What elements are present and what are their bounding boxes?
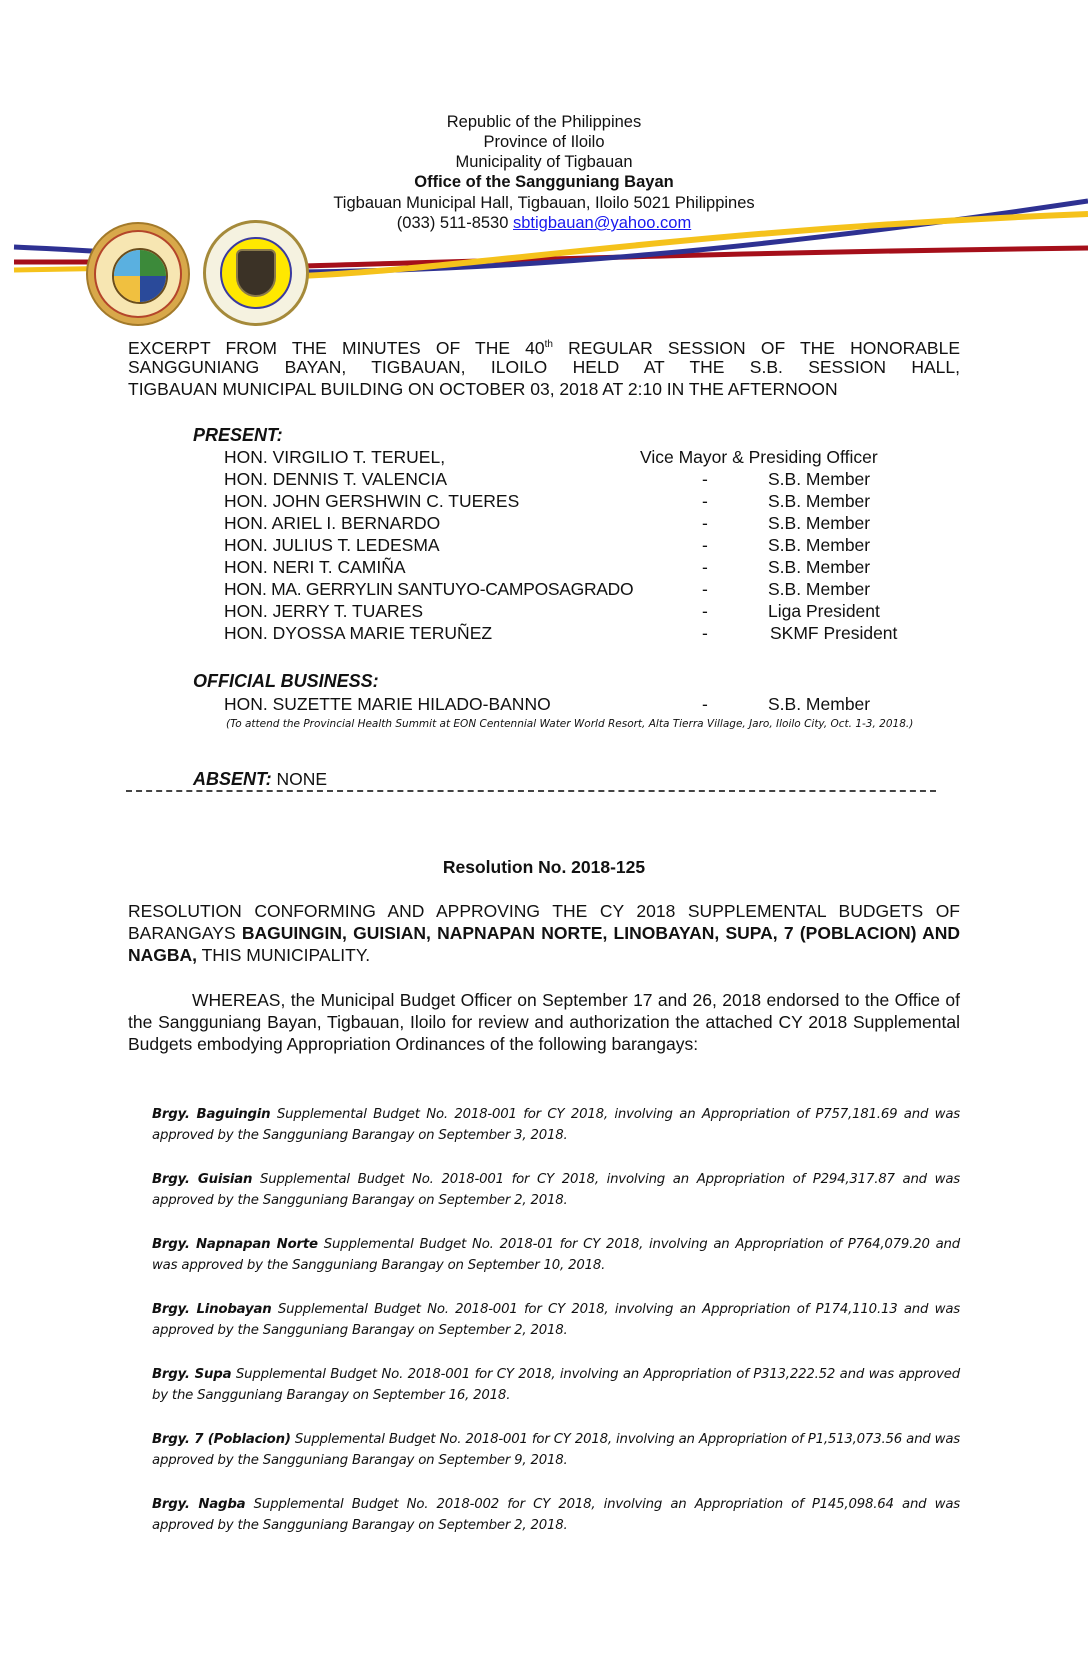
absent-value: NONE [271,769,328,789]
member-row [224,512,944,534]
member-row [224,490,944,512]
member-name: HON. ARIEL I. BERNARDO [224,513,441,533]
member-row [224,468,944,490]
member-position: S.B. Member [768,694,871,714]
barangay-name: Brgy. Guisian [152,1172,253,1187]
absent-label: ABSENT: [193,769,272,789]
member-position: S.B. Member [768,491,871,511]
barangay-name: Brgy. 7 (Poblacion) [152,1432,291,1447]
letterhead-province: Province of Iloilo [483,133,605,151]
resolution-title-barangays: BAGUINGIN, GUISIAN, NAPNAPAN NORTE, LINOBAYAN, SUPA, 7 (POBLACION) AND NAGBA, [128,923,960,965]
excerpt-line-3: TIGBAUAN MUNICIPAL BUILDING ON OCTOBER 03, 2018 AT 2:10 IN THE AFTERNOON [128,379,838,399]
list-item: Brgy. Linobayan Supplemental Budget No. 2018-001 for CY 2018, involving an Appropriation of P174,110.13 and was approved by the Sangguniang Barangay on September 2, 2018. [152,1302,960,1338]
resolution-title: RESOLUTION CONFORMING AND APPROVING THE CY 2018 SUPPLEMENTAL BUDGETS OF BARANGAYS BAGUINGIN, GUISIAN, NAPNAPAN NORTE, LINOBAYAN, SUPA, 7 (POBLACION) AND NAGBA, THIS MUNICIPALITY. [128,901,960,965]
resolution-number: Resolution No. 2018-125 [442,857,646,877]
member-position: SKMF President [770,623,898,643]
member-name: HON. NERI T. CAMIÑA [224,557,406,577]
member-name: HON. MA. GERRYLIN SANTUYO-CAMPOSAGRADO [224,579,634,599]
barangay-name: Brgy. Linobayan [152,1302,272,1317]
member-dash: - [702,535,708,555]
member-position: S.B. Member [768,535,871,555]
letterhead-address: Tigbauan Municipal Hall, Tigbauan, Iloilo 5021 Philippines [333,194,755,212]
member-name: HON. DENNIS T. VALENCIA [224,469,448,489]
list-item: Brgy. Guisian Supplemental Budget No. 2018-001 for CY 2018, involving an Appropriation of P294,317.87 and was approved by the Sangguniang Barangay on September 2, 2018. [152,1172,960,1208]
member-dash: - [702,513,708,533]
member-dash: - [702,469,708,489]
letterhead-municipality: Municipality of Tigbauan [455,153,633,171]
member-name: HON. JERRY T. TUARES [224,601,424,621]
sangguniang-bayan-seal-icon [203,220,309,326]
list-item: Brgy. Supa Supplemental Budget No. 2018-001 for CY 2018, involving an Appropriation of P313,222.52 and was approved by the Sangguniang Barangay on September 16, 2018. [152,1367,961,1403]
excerpt-line-2: SANGGUNIANG BAYAN, TIGBAUAN, ILOILO HELD AT THE S.B. SESSION HALL, [128,357,960,377]
barangay-name: Brgy. Baguingin [152,1107,271,1122]
list-item: Brgy. Nagba Supplemental Budget No. 2018-002 for CY 2018, involving an Appropriation of P145,098.64 and was approved by the Sangguniang Barangay on September 2, 2018. [152,1497,960,1533]
municipality-seal-icon [86,222,190,326]
member-dash: - [702,623,708,643]
member-dash: - [702,579,708,599]
member-row [224,622,944,644]
member-position: Vice Mayor & Presiding Officer [640,447,878,467]
whereas-paragraph: WHEREAS, the Municipal Budget Officer on September 17 and 26, 2018 endorsed to the Office of the Sangguniang Bayan, Tigbauan, Iloilo for review and authorization the attached CY 2018 Supplemental Budgets embodying Appropriation Ordinances of the following barangays: [128,990,960,1054]
barangay-name: Brgy. Nagba [152,1497,246,1512]
member-position: S.B. Member [768,513,871,533]
official-business-note: (To attend the Provincial Health Summit at EON Centennial Water World Resort, Alta Tierra Village, Jaro, Iloilo City, Oct. 1-3, 2018.) [226,718,914,730]
present-label: PRESENT: [193,425,283,445]
member-name: HON. VIRGILIO T. TERUEL, [224,447,446,467]
member-name: HON. DYOSSA MARIE TERUÑEZ [224,623,493,643]
list-item: Brgy. Baguingin Supplemental Budget No. 2018-001 for CY 2018, involving an Appropriation of P757,181.69 and was approved by the Sangguniang Barangay on September 3, 2018. [152,1107,960,1143]
member-name: HON. JULIUS T. LEDESMA [224,535,440,555]
email-link[interactable]: sbtigbauan@yahoo.com [513,214,692,232]
member-row [224,578,944,600]
absent-line [193,768,327,790]
member-position: Liga President [768,601,880,621]
member-name: HON. JOHN GERSHWIN C. TUERES [224,491,520,511]
member-position: S.B. Member [768,469,871,489]
barangay-name: Brgy. Supa [152,1367,232,1382]
member-position: S.B. Member [768,557,871,577]
excerpt-line-1: EXCERPT FROM THE MINUTES OF THE 40th REGULAR SESSION OF THE HONORABLE [128,337,961,358]
member-dash: - [702,601,708,621]
official-business-label: OFFICIAL BUSINESS: [193,671,379,691]
list-item: Brgy. 7 (Poblacion) Supplemental Budget No. 2018-001 for CY 2018, involving an Appropriation of P1,513,073.56 and was approved by the Sangguniang Barangay on September 9, 2018. [152,1432,961,1468]
list-item: Brgy. Napnapan Norte Supplemental Budget No. 2018-01 for CY 2018, involving an Appropriation of P764,079.20 and was approved by the Sangguniang Barangay on September 10, 2018. [152,1237,960,1273]
barangay-name: Brgy. Napnapan Norte [152,1237,318,1252]
letterhead-phone: (033) 511-8530 [396,214,509,232]
member-row [224,534,944,556]
member-dash: - [702,694,708,714]
member-dash: - [702,557,708,577]
dashed-divider [126,790,936,794]
member-name: HON. SUZETTE MARIE HILADO-BANNO [224,694,551,714]
member-row [224,693,944,715]
member-row [224,600,944,622]
member-row [224,556,944,578]
member-dash: - [702,491,708,511]
letterhead-republic: Republic of the Philippines [446,113,642,131]
member-position: S.B. Member [768,579,871,599]
member-row [224,446,944,468]
letterhead-office: Office of the Sangguniang Bayan [414,173,674,191]
